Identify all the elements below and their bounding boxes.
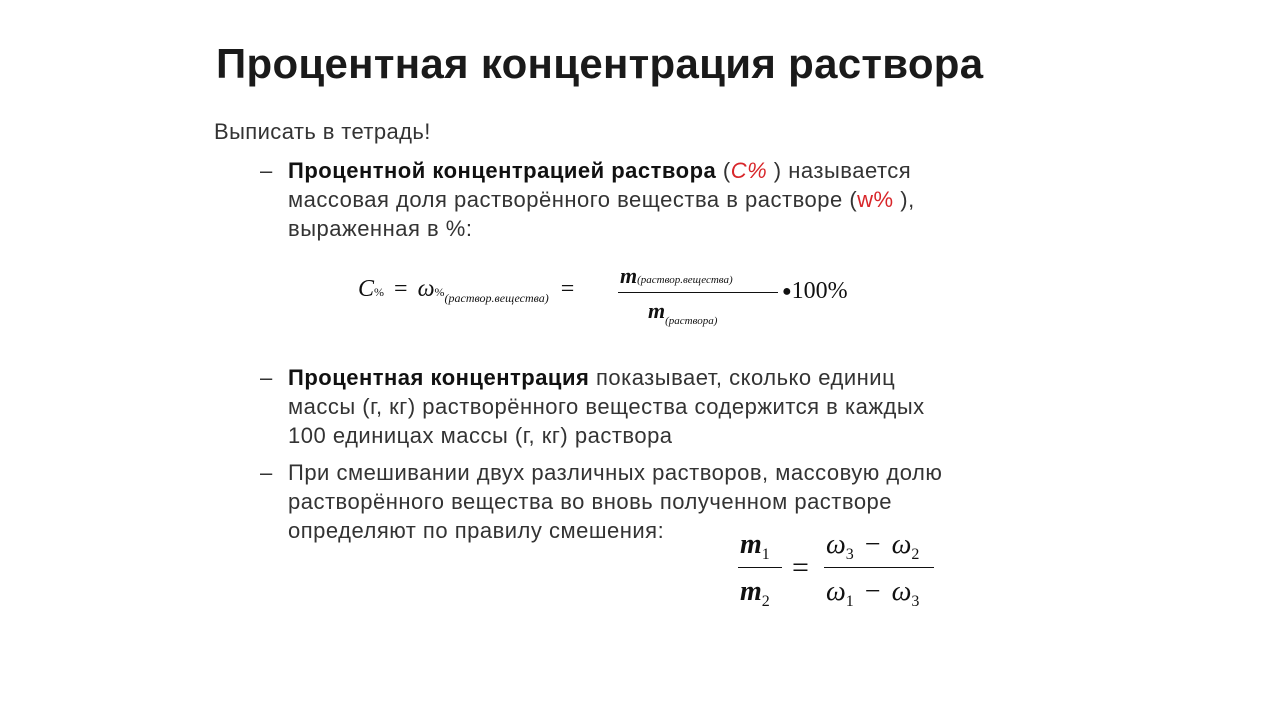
bullet-mixing-line2: растворённого вещества во вновь полученном растворе	[288, 489, 893, 514]
omega-subscript-percent: %	[434, 285, 445, 299]
text-fragment: ) называется	[767, 158, 912, 183]
bullet-definition-line3: выраженная в %:	[288, 216, 473, 241]
bullet-definition-line2	[288, 185, 915, 214]
bullet-dash: –	[260, 460, 273, 485]
omega-variable: ω	[891, 529, 912, 560]
fraction-bar	[618, 292, 778, 293]
formula1-numerator	[620, 263, 733, 289]
term-bold: Процентной концентрацией раствора	[288, 158, 717, 183]
c-variable: C	[358, 276, 375, 302]
m-variable: m	[620, 263, 638, 288]
formula1-multiplier	[782, 278, 848, 305]
formula2-left-numerator	[740, 529, 770, 561]
equals-sign: =	[394, 276, 408, 302]
omega-subscript-substance: (раствор.вещества)	[444, 291, 549, 305]
formula2-right-denominator	[826, 576, 919, 608]
bullet-mixing-line1: При смешивании двух различных растворов, массовую долю	[288, 460, 943, 485]
text-fragment: ),	[893, 187, 915, 212]
multiply-dot: ●	[782, 283, 792, 300]
omega-variable: ω	[826, 529, 846, 560]
m-variable: m	[740, 529, 762, 560]
term-bold: Процентная концентрация	[288, 365, 590, 390]
hundred-percent: 100%	[791, 278, 848, 304]
bullet-definition-line1	[288, 156, 915, 185]
slide-title: Процентная концентрация раствора	[216, 40, 984, 87]
bullet-meaning-line3: 100 единицах массы (г, кг) раствора	[288, 423, 673, 448]
bullet-meaning	[260, 363, 925, 450]
minus-sign: −	[864, 529, 881, 560]
m2-subscript: 2	[761, 593, 770, 610]
omega-variable: ω	[891, 576, 912, 607]
text-fragment: массовая доля растворённого вещества в растворе (	[288, 187, 858, 212]
m1-subscript: 1	[761, 546, 770, 563]
bullet-meaning-line1	[288, 363, 925, 392]
omega3-subscript: 3	[911, 593, 920, 610]
equals-sign: =	[560, 276, 575, 302]
omega3-subscript: 3	[845, 546, 854, 563]
formula1-denominator	[648, 298, 718, 327]
denominator-subscript: (раствора)	[665, 315, 718, 327]
minus-sign: −	[864, 576, 881, 607]
omega-variable: ω	[826, 576, 846, 607]
formula2-equals: =	[792, 551, 809, 584]
w-percent-symbol: w%	[857, 187, 894, 212]
omega2-subscript: 2	[911, 546, 920, 563]
m-variable: m	[648, 298, 666, 323]
bullet-mixing-line3: определяют по правилу смешения:	[288, 518, 665, 543]
text-fragment: (	[716, 158, 731, 183]
intro-text: Выписать в тетрадь!	[214, 119, 431, 144]
formula2-left-denominator	[740, 576, 770, 608]
omega-variable: ω	[417, 276, 435, 302]
numerator-subscript: (раствор.вещества)	[637, 274, 733, 286]
text-fragment: показывает, сколько единиц	[589, 365, 896, 390]
omega1-subscript: 1	[845, 593, 854, 610]
bullet-dash: –	[260, 365, 273, 390]
formula1-left	[358, 276, 580, 303]
bullet-definition	[260, 156, 915, 243]
bullet-meaning-line2: массы (г, кг) растворённого вещества содержится в каждых	[288, 394, 925, 419]
bullet-dash: –	[260, 158, 273, 183]
c-subscript: %	[374, 285, 385, 299]
fraction-bar	[824, 567, 934, 568]
c-percent-symbol: C%	[730, 158, 768, 183]
m-variable: m	[740, 576, 762, 607]
formula2-right-numerator	[826, 529, 919, 561]
fraction-bar	[738, 567, 782, 568]
